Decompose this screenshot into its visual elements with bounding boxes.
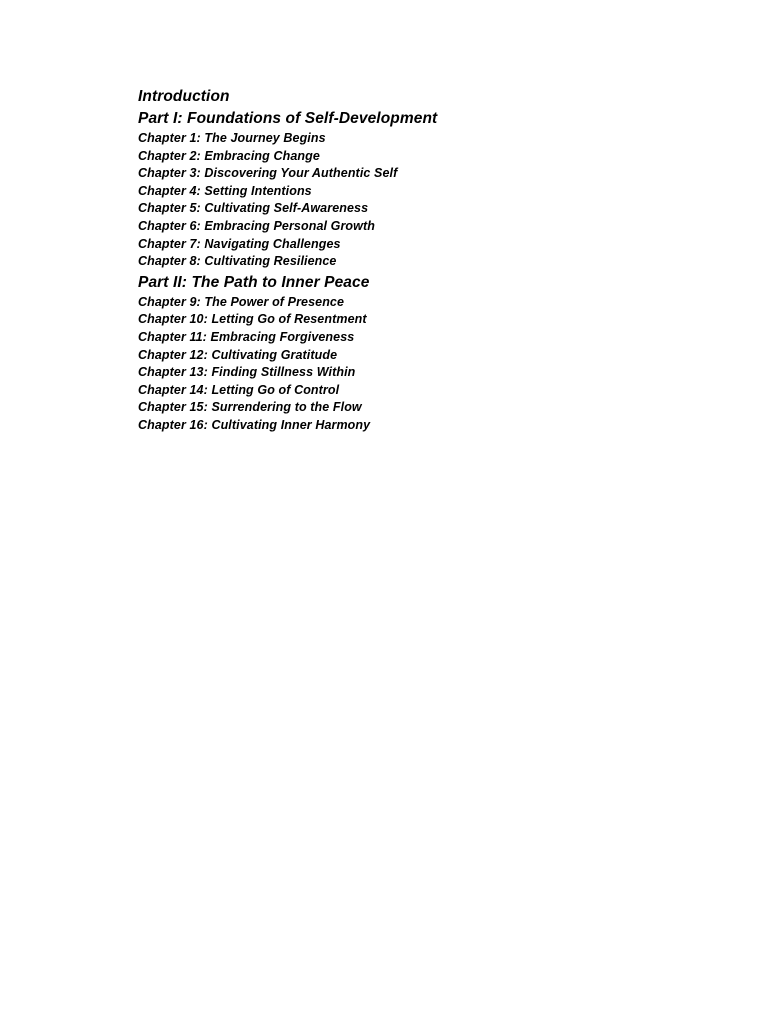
toc-chapter: Chapter 4: Setting Intentions: [138, 183, 312, 198]
toc-chapter: Chapter 10: Letting Go of Resentment: [138, 312, 367, 327]
toc-chapter: Chapter 6: Embracing Personal Growth: [138, 218, 375, 233]
toc-chapter: Chapter 9: The Power of Presence: [138, 294, 345, 309]
toc-chapter: Chapter 13: Finding Stillness Within: [138, 365, 356, 380]
toc-chapter: Chapter 7: Navigating Challenges: [138, 236, 341, 251]
toc-chapter: Chapter 12: Cultivating Gratitude: [138, 347, 338, 362]
toc-chapter: Chapter 2: Embracing Change: [138, 148, 320, 163]
toc-introduction: Introduction: [138, 88, 230, 105]
toc-chapter: Chapter 14: Letting Go of Control: [138, 382, 340, 397]
toc-chapter: Chapter 15: Surrendering to the Flow: [138, 400, 362, 415]
toc-part-title: Part II: The Path to Inner Peace: [138, 273, 370, 291]
toc-chapter: Chapter 5: Cultivating Self-Awareness: [138, 201, 369, 216]
table-of-contents: [138, 86, 658, 435]
toc-chapter: Chapter 3: Discovering Your Authentic Self: [138, 166, 398, 181]
toc-chapter: Chapter 8: Cultivating Resilience: [138, 254, 337, 269]
toc-chapter: Chapter 16: Cultivating Inner Harmony: [138, 417, 371, 432]
toc-chapter: Chapter 11: Embracing Forgiveness: [138, 329, 355, 344]
toc-part-title: Part I: Foundations of Self-Development: [138, 110, 438, 127]
toc-chapter: Chapter 1: The Journey Begins: [138, 131, 326, 145]
